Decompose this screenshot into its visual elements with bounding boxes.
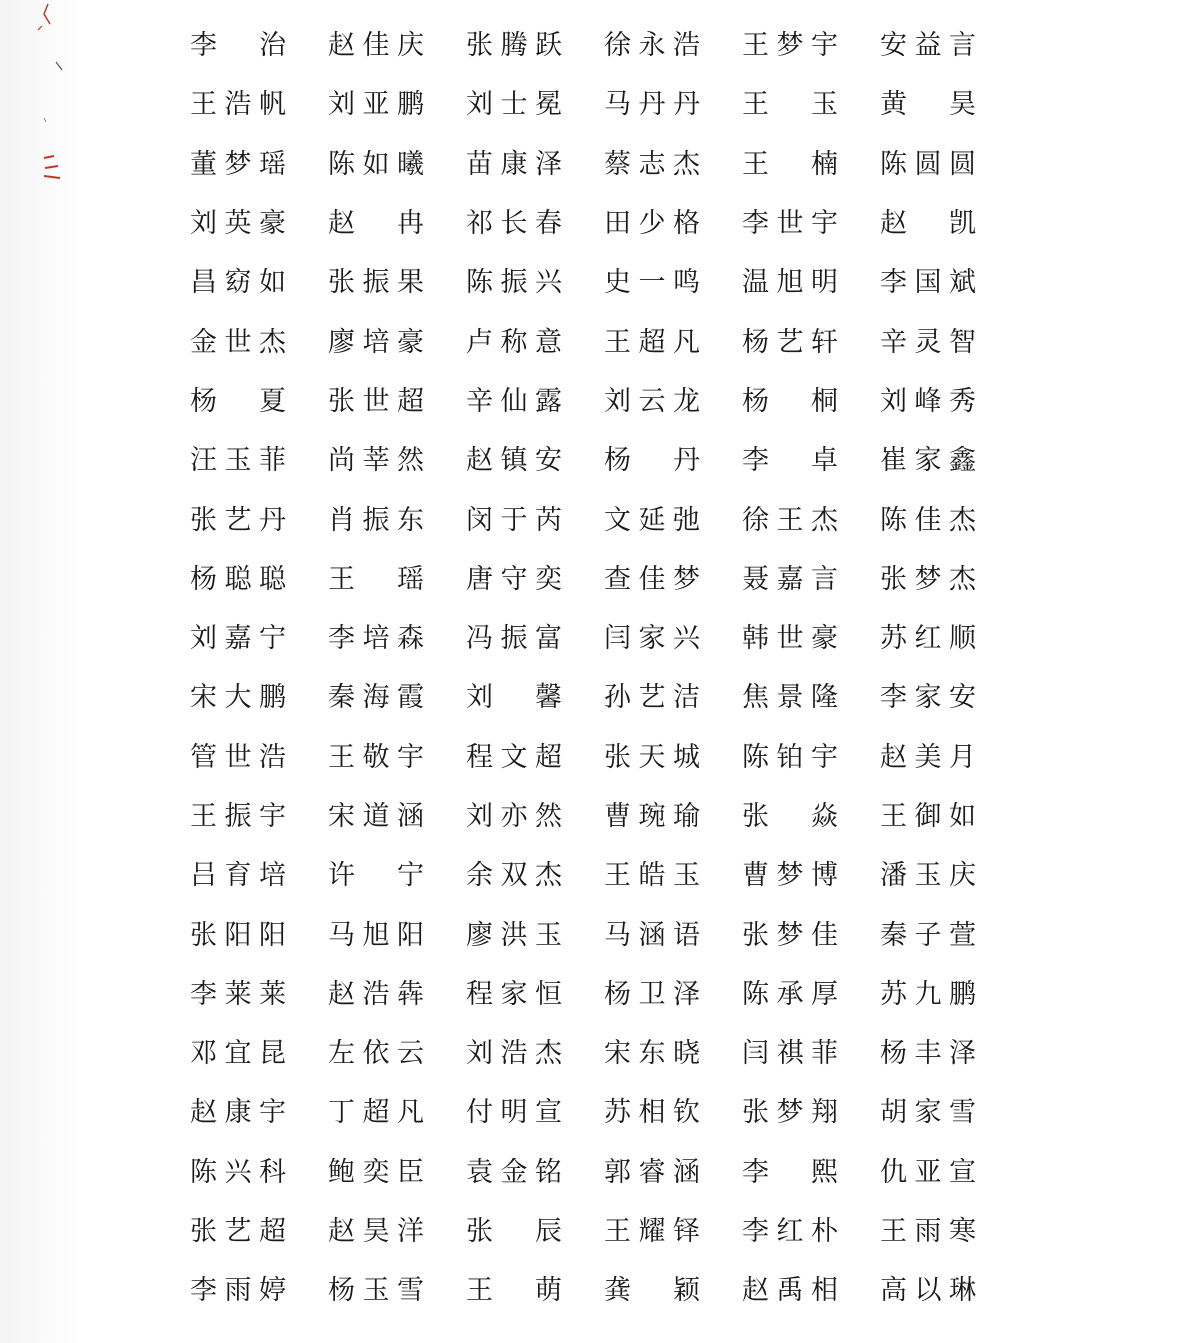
person-name: 苗康泽 [466, 148, 562, 180]
name-cell [880, 1080, 1018, 1139]
name-cell [328, 665, 466, 724]
name-cell [604, 13, 742, 72]
person-name: 龚 颖 [604, 1275, 700, 1307]
person-name: 黄 昊 [880, 89, 976, 121]
name-cell [328, 784, 466, 843]
name-cell [466, 250, 604, 309]
person-name: 卢称意 [466, 326, 562, 358]
person-name: 杨玉雪 [328, 1275, 424, 1307]
person-name: 唐守奕 [466, 563, 562, 595]
name-row [190, 962, 1018, 1021]
person-name: 左依云 [328, 1038, 424, 1070]
name-cell [328, 606, 466, 665]
person-name: 付明宣 [466, 1097, 562, 1129]
name-cell [742, 487, 880, 546]
name-cell [742, 1199, 880, 1258]
person-name: 王浩帆 [190, 89, 286, 121]
name-cell [604, 843, 742, 902]
name-cell [604, 132, 742, 191]
name-cell [604, 1080, 742, 1139]
name-cell [880, 725, 1018, 784]
name-cell [604, 309, 742, 368]
name-cell [880, 1021, 1018, 1080]
person-name: 宋道涵 [328, 801, 424, 832]
name-cell [880, 843, 1018, 902]
name-cell [880, 191, 1018, 250]
person-name: 陈铂宇 [742, 741, 838, 773]
name-cell [880, 606, 1018, 665]
name-cell [190, 13, 328, 72]
name-cell [190, 1080, 328, 1139]
person-name: 闫祺菲 [742, 1038, 838, 1070]
name-cell [328, 843, 466, 902]
name-cell [328, 250, 466, 309]
person-name: 李 卓 [742, 445, 838, 477]
name-cell [466, 309, 604, 368]
name-row [190, 72, 1018, 131]
person-name: 王 瑶 [328, 563, 424, 595]
person-name: 肖振东 [328, 504, 424, 536]
name-row [190, 1140, 1018, 1199]
person-name: 陈承厚 [742, 978, 838, 1010]
person-name: 杨丰泽 [880, 1038, 976, 1070]
person-name: 李世宇 [742, 208, 838, 240]
person-name: 王御如 [880, 801, 976, 832]
person-name: 王 萌 [466, 1275, 562, 1307]
name-cell [742, 1080, 880, 1139]
name-cell [190, 191, 328, 250]
name-cell [742, 250, 880, 309]
person-name: 祁长春 [466, 208, 562, 240]
name-cell [328, 132, 466, 191]
name-cell [604, 962, 742, 1021]
person-name: 李家安 [880, 682, 976, 714]
person-name: 宋大鹏 [190, 682, 286, 714]
person-name: 杨卫泽 [604, 978, 700, 1010]
name-row [190, 784, 1018, 843]
person-name: 刘 馨 [466, 682, 562, 714]
person-name: 郭睿涵 [604, 1156, 700, 1188]
person-name: 杨 丹 [604, 445, 700, 477]
person-name: 苏九鹏 [880, 978, 976, 1010]
name-row [190, 725, 1018, 784]
name-cell [880, 428, 1018, 487]
person-name: 李培森 [328, 623, 424, 655]
person-name: 邓宜昆 [190, 1038, 286, 1070]
person-name: 杨聪聪 [190, 563, 286, 595]
name-cell [880, 72, 1018, 131]
person-name: 崔家鑫 [880, 445, 976, 477]
person-name: 刘嘉宁 [190, 623, 286, 655]
person-name: 张梦佳 [742, 919, 838, 951]
person-name: 张梦杰 [880, 563, 976, 595]
person-name: 查佳梦 [604, 563, 700, 595]
name-cell [328, 1199, 466, 1258]
person-name: 王敬宇 [328, 741, 424, 773]
person-name: 苏相钦 [604, 1097, 700, 1129]
person-name: 赵镇安 [466, 445, 562, 477]
name-cell [880, 132, 1018, 191]
person-name: 赵 凯 [880, 208, 976, 240]
person-name: 刘云龙 [604, 385, 700, 417]
person-name: 赵康宇 [190, 1097, 286, 1129]
name-cell [190, 902, 328, 961]
name-cell [466, 1140, 604, 1199]
person-name: 闫家兴 [604, 623, 700, 655]
name-cell [190, 1199, 328, 1258]
name-cell [604, 665, 742, 724]
name-cell [604, 487, 742, 546]
person-name: 张世超 [328, 385, 424, 417]
name-rows [190, 13, 1018, 1318]
name-cell [466, 72, 604, 131]
name-list-table [190, 13, 1018, 1318]
person-name: 高以琳 [880, 1275, 976, 1307]
name-cell [742, 784, 880, 843]
name-cell [880, 962, 1018, 1021]
person-name: 刘英豪 [190, 208, 286, 240]
name-cell [604, 72, 742, 131]
person-name: 张天城 [604, 741, 700, 773]
name-cell [190, 606, 328, 665]
name-row [190, 428, 1018, 487]
person-name: 刘士冕 [466, 89, 562, 121]
name-cell [190, 725, 328, 784]
person-name: 胡家雪 [880, 1097, 976, 1129]
person-name: 辛灵智 [880, 326, 976, 358]
name-cell [604, 902, 742, 961]
name-row [190, 250, 1018, 309]
name-row [190, 1080, 1018, 1139]
name-cell [742, 606, 880, 665]
person-name: 许 宁 [328, 860, 424, 892]
person-name: 王超凡 [604, 326, 700, 358]
name-cell [466, 725, 604, 784]
person-name: 韩世豪 [742, 623, 838, 655]
person-name: 程家恒 [466, 978, 562, 1010]
name-row [190, 606, 1018, 665]
name-cell [604, 1258, 742, 1317]
person-name: 张振果 [328, 267, 424, 299]
person-name: 李雨婷 [190, 1275, 286, 1307]
name-row [190, 547, 1018, 606]
name-cell [190, 1140, 328, 1199]
name-row [190, 665, 1018, 724]
name-cell [880, 784, 1018, 843]
name-cell [190, 547, 328, 606]
person-name: 温旭明 [742, 267, 838, 299]
name-cell [880, 250, 1018, 309]
name-cell [466, 665, 604, 724]
person-name: 安益言 [880, 30, 976, 62]
person-name: 刘亦然 [466, 801, 562, 832]
name-cell [604, 369, 742, 428]
name-cell [466, 1080, 604, 1139]
person-name: 赵 冉 [328, 208, 424, 240]
person-name: 汪玉菲 [190, 445, 286, 477]
name-cell [328, 962, 466, 1021]
person-name: 丁超凡 [328, 1097, 424, 1129]
name-cell [466, 1258, 604, 1317]
name-cell [190, 72, 328, 131]
person-name: 陈佳杰 [880, 504, 976, 536]
name-cell [466, 191, 604, 250]
person-name: 秦子萱 [880, 919, 976, 951]
name-cell [466, 1199, 604, 1258]
person-name: 马涵语 [604, 919, 700, 951]
name-cell [742, 665, 880, 724]
person-name: 王 楠 [742, 148, 838, 180]
name-cell [190, 309, 328, 368]
name-cell [328, 1021, 466, 1080]
name-cell [328, 902, 466, 961]
name-cell [742, 1140, 880, 1199]
name-row [190, 843, 1018, 902]
name-cell [742, 191, 880, 250]
name-cell [880, 902, 1018, 961]
person-name: 蔡志杰 [604, 148, 700, 180]
name-cell [604, 547, 742, 606]
name-cell [880, 369, 1018, 428]
name-cell [466, 784, 604, 843]
person-name: 张 焱 [742, 801, 838, 832]
name-cell [328, 725, 466, 784]
name-cell [880, 487, 1018, 546]
name-cell [328, 72, 466, 131]
name-cell [190, 428, 328, 487]
person-name: 王振宇 [190, 801, 286, 832]
name-cell [466, 606, 604, 665]
name-cell [466, 487, 604, 546]
person-name: 刘浩杰 [466, 1038, 562, 1070]
person-name: 冯振富 [466, 623, 562, 655]
name-cell [604, 725, 742, 784]
person-name: 孙艺洁 [604, 682, 700, 714]
person-name: 吕育培 [190, 860, 286, 892]
person-name: 袁金铭 [466, 1156, 562, 1188]
name-cell [328, 13, 466, 72]
person-name: 赵禹相 [742, 1275, 838, 1307]
person-name: 王 玉 [742, 89, 838, 121]
name-cell [466, 1021, 604, 1080]
person-name: 李 治 [190, 30, 286, 62]
person-name: 潘玉庆 [880, 860, 976, 892]
name-cell [466, 843, 604, 902]
name-cell [328, 487, 466, 546]
person-name: 田少格 [604, 208, 700, 240]
name-cell [466, 428, 604, 487]
name-cell [190, 250, 328, 309]
person-name: 辛仙露 [466, 385, 562, 417]
name-cell [604, 606, 742, 665]
name-cell [742, 725, 880, 784]
name-row [190, 369, 1018, 428]
name-cell [466, 132, 604, 191]
person-name: 张梦翔 [742, 1097, 838, 1129]
name-cell [880, 1258, 1018, 1317]
name-cell [604, 1199, 742, 1258]
name-cell [328, 369, 466, 428]
name-cell [604, 250, 742, 309]
person-name: 徐王杰 [742, 504, 838, 536]
name-row [190, 13, 1018, 72]
name-cell [190, 132, 328, 191]
name-row [190, 309, 1018, 368]
person-name: 李红朴 [742, 1216, 838, 1248]
name-row [190, 1258, 1018, 1317]
name-cell [190, 1021, 328, 1080]
person-name: 李莱莱 [190, 978, 286, 1010]
person-name: 仇亚宣 [880, 1156, 976, 1188]
person-name: 管世浩 [190, 741, 286, 773]
name-cell [328, 1140, 466, 1199]
person-name: 闵于芮 [466, 504, 562, 536]
name-cell [604, 1021, 742, 1080]
person-name: 宋东晓 [604, 1038, 700, 1070]
person-name: 马旭阳 [328, 919, 424, 951]
person-name: 刘亚鹏 [328, 89, 424, 121]
person-name: 李 熙 [742, 1156, 838, 1188]
name-cell [466, 369, 604, 428]
name-cell [604, 784, 742, 843]
person-name: 昌窈如 [190, 267, 286, 299]
person-name: 张阳阳 [190, 919, 286, 951]
person-name: 赵昊洋 [328, 1216, 424, 1248]
name-cell [190, 1258, 328, 1317]
name-cell [328, 547, 466, 606]
name-cell [604, 1140, 742, 1199]
name-cell [880, 547, 1018, 606]
person-name: 王皓玉 [604, 860, 700, 892]
name-cell [742, 132, 880, 191]
name-cell [328, 309, 466, 368]
person-name: 张艺超 [190, 1216, 286, 1248]
name-cell [328, 428, 466, 487]
person-name: 曹琬瑜 [604, 801, 700, 832]
name-cell [328, 1258, 466, 1317]
name-cell [742, 1258, 880, 1317]
person-name: 徐永浩 [604, 30, 700, 62]
name-cell [880, 665, 1018, 724]
name-cell [742, 902, 880, 961]
person-name: 鲍奕臣 [328, 1156, 424, 1188]
person-name: 李国斌 [880, 267, 976, 299]
name-cell [880, 13, 1018, 72]
name-cell [466, 13, 604, 72]
person-name: 刘峰秀 [880, 385, 976, 417]
person-name: 赵浩犇 [328, 978, 424, 1010]
name-row [190, 191, 1018, 250]
name-cell [880, 309, 1018, 368]
name-cell [466, 962, 604, 1021]
person-name: 曹梦博 [742, 860, 838, 892]
person-name: 杨 夏 [190, 385, 286, 417]
name-cell [190, 843, 328, 902]
name-cell [880, 1199, 1018, 1258]
person-name: 廖培豪 [328, 326, 424, 358]
person-name: 马丹丹 [604, 89, 700, 121]
person-name: 陈兴科 [190, 1156, 286, 1188]
name-cell [604, 191, 742, 250]
name-cell [466, 547, 604, 606]
person-name: 金世杰 [190, 326, 286, 358]
person-name: 余双杰 [466, 860, 562, 892]
person-name: 苏红顺 [880, 623, 976, 655]
name-cell [328, 191, 466, 250]
person-name: 秦海霞 [328, 682, 424, 714]
margin-marks [30, 0, 80, 200]
name-cell [190, 487, 328, 546]
name-cell [190, 784, 328, 843]
person-name: 史一鸣 [604, 267, 700, 299]
name-cell [742, 962, 880, 1021]
name-cell [742, 72, 880, 131]
name-cell [742, 309, 880, 368]
person-name: 聂嘉言 [742, 563, 838, 595]
name-cell [190, 665, 328, 724]
name-cell [466, 902, 604, 961]
person-name: 杨艺轩 [742, 326, 838, 358]
name-cell [328, 1080, 466, 1139]
person-name: 王耀铎 [604, 1216, 700, 1248]
name-cell [742, 547, 880, 606]
person-name: 文延弛 [604, 504, 700, 536]
name-cell [880, 1140, 1018, 1199]
name-row [190, 132, 1018, 191]
person-name: 张腾跃 [466, 30, 562, 62]
person-name: 陈圆圆 [880, 148, 976, 180]
name-row [190, 1199, 1018, 1258]
page-edge-shadow [0, 0, 80, 1343]
name-row [190, 902, 1018, 961]
person-name: 张 辰 [466, 1216, 562, 1248]
person-name: 赵佳庆 [328, 30, 424, 62]
name-cell [742, 428, 880, 487]
name-cell [190, 369, 328, 428]
name-cell [742, 13, 880, 72]
person-name: 焦景隆 [742, 682, 838, 714]
name-row [190, 1021, 1018, 1080]
name-cell [742, 843, 880, 902]
person-name: 杨 桐 [742, 385, 838, 417]
person-name: 廖洪玉 [466, 919, 562, 951]
person-name: 王梦宇 [742, 30, 838, 62]
name-cell [742, 1021, 880, 1080]
person-name: 程文超 [466, 741, 562, 773]
person-name: 尚莘然 [328, 445, 424, 477]
person-name: 陈如曦 [328, 148, 424, 180]
person-name: 陈振兴 [466, 267, 562, 299]
name-cell [742, 369, 880, 428]
person-name: 张艺丹 [190, 504, 286, 536]
name-cell [190, 962, 328, 1021]
person-name: 赵美月 [880, 741, 976, 773]
person-name: 董梦瑶 [190, 148, 286, 180]
name-cell [604, 428, 742, 487]
person-name: 王雨寒 [880, 1216, 976, 1248]
name-row [190, 487, 1018, 546]
